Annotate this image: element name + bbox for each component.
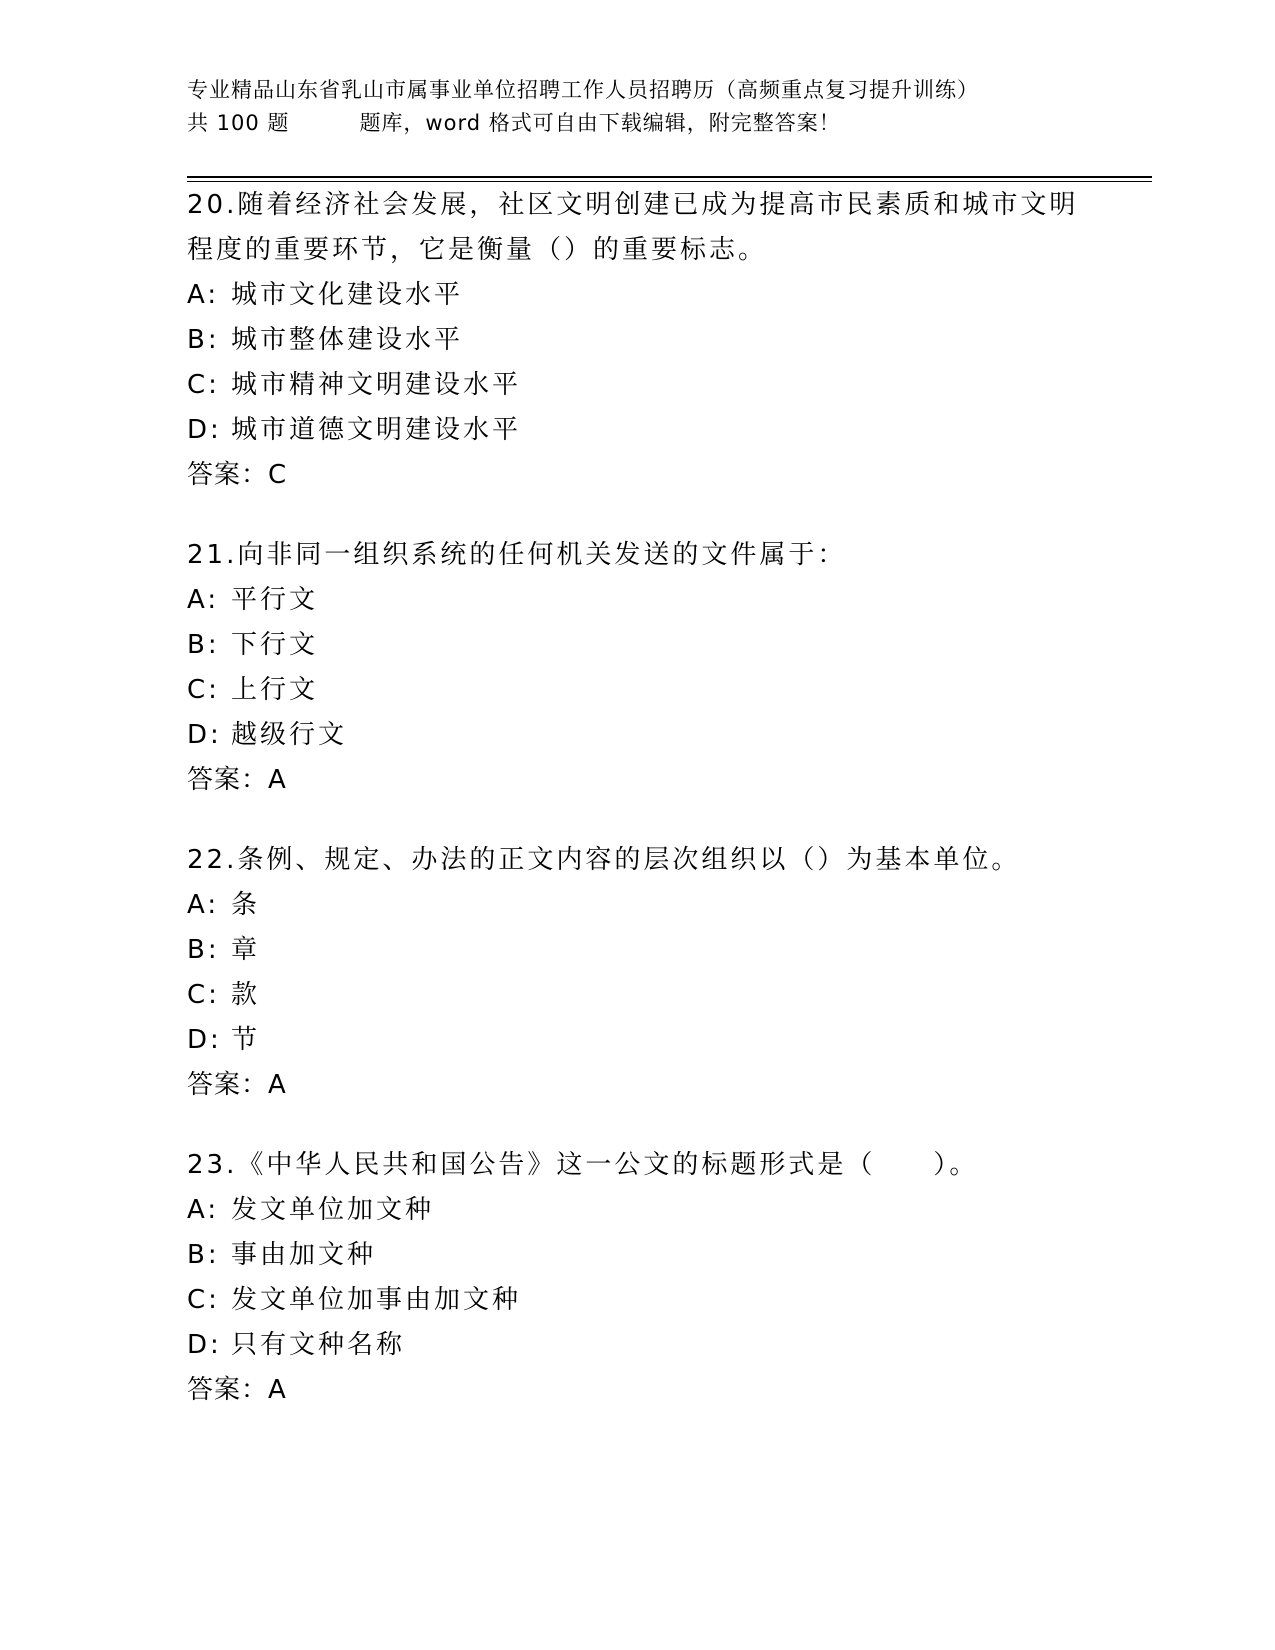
document-header [187,74,1087,140]
header-subtitle [187,107,1087,140]
question-stem: 21.向非同一组织系统的任何机关发送的文件属于： [187,540,847,570]
option-a: A: 条 [187,890,261,920]
option-b: B: 下行文 [187,630,319,660]
question-stem: 22.条例、规定、办法的正文内容的层次组织以（）为基本单位。 [187,845,1021,875]
option-d: D: 节 [187,1025,261,1055]
header-title: 专业精品山东省乳山市属事业单位招聘工作人员招聘历（高频重点复习提升训练） [187,78,979,102]
header-divider [187,176,1152,182]
answer-text: 答案：A [187,765,287,795]
answer-text: 答案：C [187,460,288,490]
option-d: D: 只有文种名称 [187,1330,406,1360]
option-b: B: 章 [187,935,261,965]
option-c: C: 发文单位加事由加文种 [187,1285,522,1315]
question-item [187,533,1107,803]
option-b: B: 城市整体建设水平 [187,325,464,355]
download-note: 题库，word 格式可自由下载编辑，附完整答案！ [359,111,841,135]
question-count: 共 100 题 [187,111,290,135]
question-stem: 20.随着经济社会发展，社区文明创建已成为提高市民素质和城市文明程度的重要环节，它是衡量（）的重要标志。 [187,190,1079,265]
question-item [187,838,1107,1108]
option-a: A: 平行文 [187,585,319,615]
option-b: B: 事由加文种 [187,1240,377,1270]
question-item [187,1143,1107,1413]
option-c: C: 上行文 [187,675,319,705]
option-d: D: 越级行文 [187,720,348,750]
answer-text: 答案：A [187,1375,287,1405]
option-a: A: 发文单位加文种 [187,1195,435,1225]
option-c: C: 款 [187,980,261,1010]
option-d: D: 城市道德文明建设水平 [187,415,522,445]
option-c: C: 城市精神文明建设水平 [187,370,522,400]
question-item [187,183,1107,498]
answer-text: 答案：A [187,1070,287,1100]
question-stem: 23.《中华人民共和国公告》这一公文的标题形式是（ ）。 [187,1150,979,1180]
option-a: A: 城市文化建设水平 [187,280,464,310]
